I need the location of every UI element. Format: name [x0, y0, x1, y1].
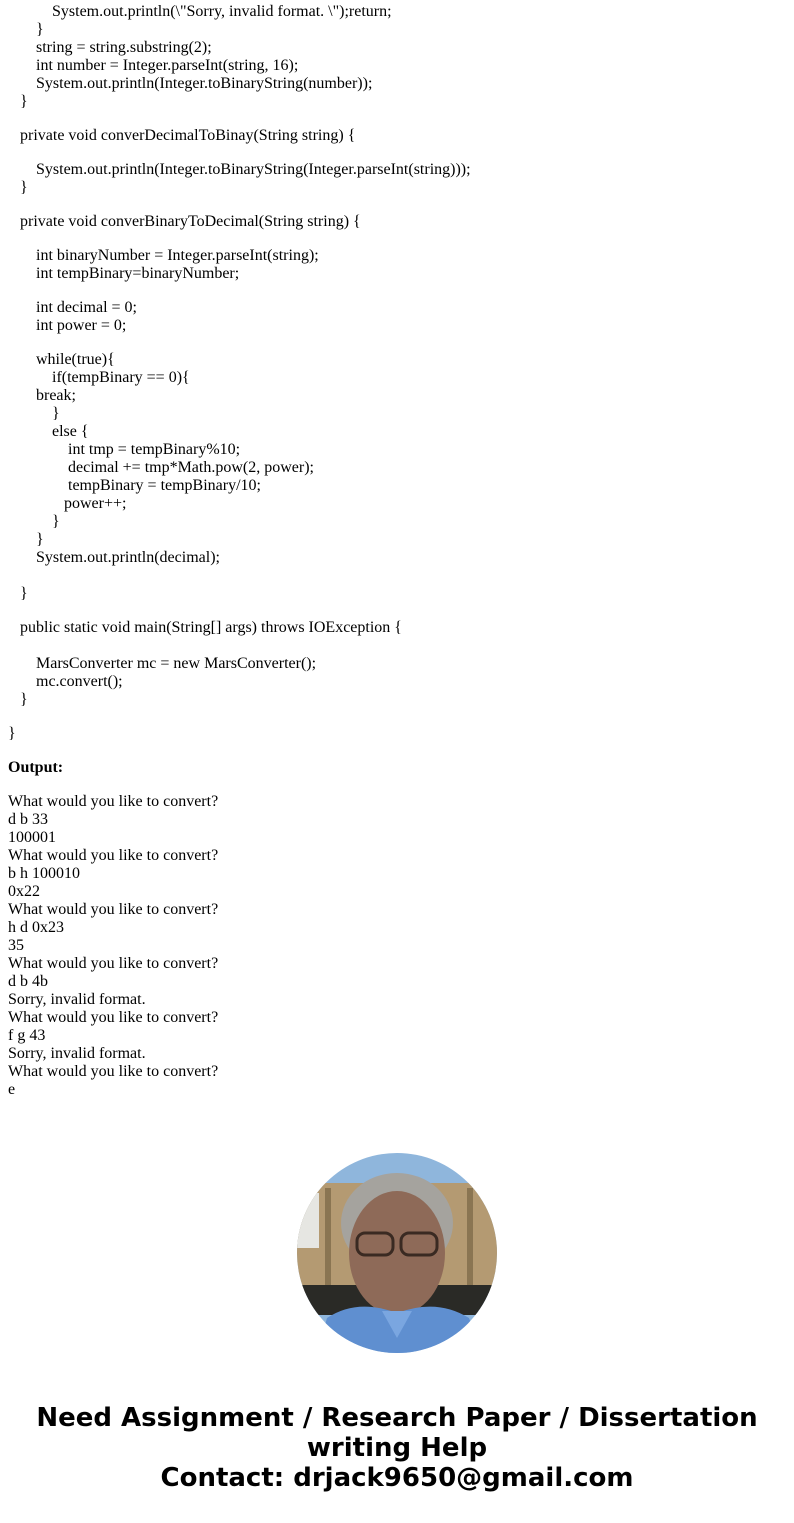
output-line: What would you like to convert? — [8, 901, 219, 918]
code-line: if(tempBinary == 0){ — [52, 369, 190, 386]
code-line: private void converBinaryToDecimal(String string) { — [20, 213, 361, 230]
code-line: int number = Integer.parseInt(string, 16); — [36, 57, 299, 74]
output-line: What would you like to convert? — [8, 793, 219, 810]
output-line: 0x22 — [8, 883, 40, 900]
output-line: 35 — [8, 937, 24, 954]
code-line: MarsConverter mc = new MarsConverter(); — [36, 655, 317, 672]
code-line: int tmp = tempBinary%10; — [68, 441, 241, 458]
code-line: mc.convert(); — [36, 673, 123, 690]
code-line: string = string.substring(2); — [36, 39, 212, 56]
cta-line: writing Help — [306, 1433, 488, 1463]
code-line: } — [20, 585, 28, 602]
output-line: What would you like to convert? — [8, 1009, 219, 1026]
code-line: System.out.println(Integer.toBinaryString(Integer.parseInt(string))); — [36, 161, 471, 178]
code-line: } — [8, 725, 16, 742]
code-line: } — [52, 405, 60, 422]
code-line: int tempBinary=binaryNumber; — [36, 265, 240, 282]
output-line: b h 100010 — [8, 865, 80, 882]
output-block — [8, 793, 788, 1099]
code-line: break; — [36, 387, 76, 404]
output-line: 100001 — [8, 829, 56, 846]
code-line: System.out.println(decimal); — [36, 549, 220, 566]
output-line: What would you like to convert? — [8, 955, 219, 972]
code-line: } — [20, 93, 28, 110]
code-line: System.out.println(\"Sorry, invalid format. \");return; — [52, 3, 392, 20]
code-line: public static void main(String[] args) throws IOException { — [20, 619, 402, 636]
contact-banner — [0, 1403, 794, 1493]
code-line: } — [20, 179, 28, 196]
code-line: } — [36, 21, 44, 38]
cta-line: Need Assignment / Research Paper / Dissertation — [36, 1403, 758, 1433]
output-line: d b 33 — [8, 811, 48, 828]
output-heading: Output: — [8, 759, 64, 776]
code-line: else { — [52, 423, 89, 440]
code-line: decimal += tmp*Math.pow(2, power); — [68, 459, 314, 476]
code-line: tempBinary = tempBinary/10; — [68, 477, 261, 494]
code-line: private void converDecimalToBinay(String string) { — [20, 127, 356, 144]
output-line: What would you like to convert? — [8, 847, 219, 864]
code-line: while(true){ — [36, 351, 115, 368]
code-line: int power = 0; — [36, 317, 127, 334]
output-line: d b 4b — [8, 973, 48, 990]
code-line: int decimal = 0; — [36, 299, 137, 316]
output-line: What would you like to convert? — [8, 1063, 219, 1080]
cta-contact: Contact: drjack9650@gmail.com — [160, 1463, 634, 1493]
code-document — [8, 3, 788, 1099]
output-line: Sorry, invalid format. — [8, 991, 146, 1008]
output-line: Sorry, invalid format. — [8, 1045, 146, 1062]
author-avatar — [297, 1153, 497, 1353]
code-line: } — [20, 691, 28, 708]
code-line: System.out.println(Integer.toBinaryString(number)); — [36, 75, 373, 92]
code-line: } — [36, 531, 44, 548]
output-line: h d 0x23 — [8, 919, 64, 936]
output-line: f g 43 — [8, 1027, 46, 1044]
output-line: e — [8, 1081, 16, 1098]
code-line: } — [52, 513, 60, 530]
code-line: power++; — [64, 495, 127, 512]
code-line: int binaryNumber = Integer.parseInt(string); — [36, 247, 319, 264]
